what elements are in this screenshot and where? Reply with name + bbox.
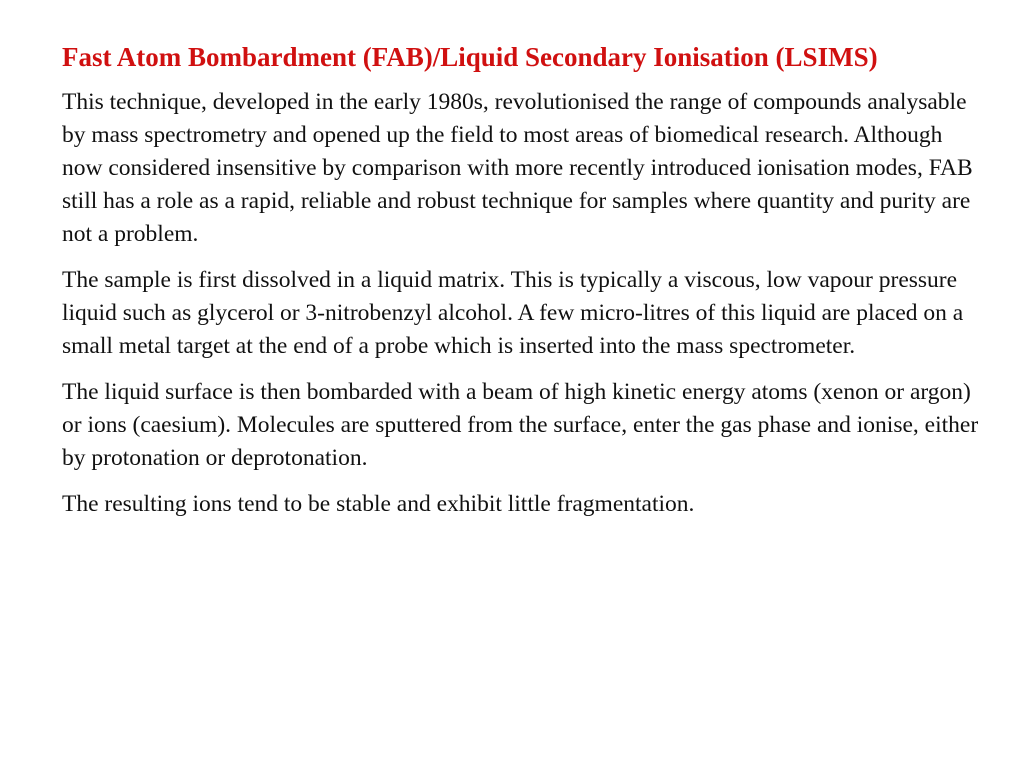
paragraph-intro: This technique, developed in the early 1980s, revolutionised the range of compounds analysable by mass spectrometry and opened up the field to most areas of biomedical research. Although now considered insensitive by comparison with more recently introduced ionisation modes, FAB still has a role as a rapid, reliable and robust technique for samples where quantity and purity are not a problem. — [62, 89, 973, 247]
slide-title: Fast Atom Bombardment (FAB)/Liquid Secondary Ionisation (LSIMS) — [62, 42, 878, 72]
paragraph-sample-preparation: The sample is first dissolved in a liquid matrix. This is typically a viscous, low vapour pressure liquid such as glycerol or 3-nitrobenzyl alcohol. A few micro-litres of this liquid are placed on a small metal target at the end of a probe which is inserted into the mass spectrometer. — [62, 267, 964, 359]
paragraph-result: The resulting ions tend to be stable and exhibit little fragmentation. — [62, 491, 695, 517]
slide-content — [62, 40, 987, 534]
paragraph-bombardment: The liquid surface is then bombarded with a beam of high kinetic energy atoms (xenon or argon) or ions (caesium). Molecules are sputtered from the surface, enter the gas phase and ionise, either by protonation or deprotonation. — [62, 379, 979, 471]
